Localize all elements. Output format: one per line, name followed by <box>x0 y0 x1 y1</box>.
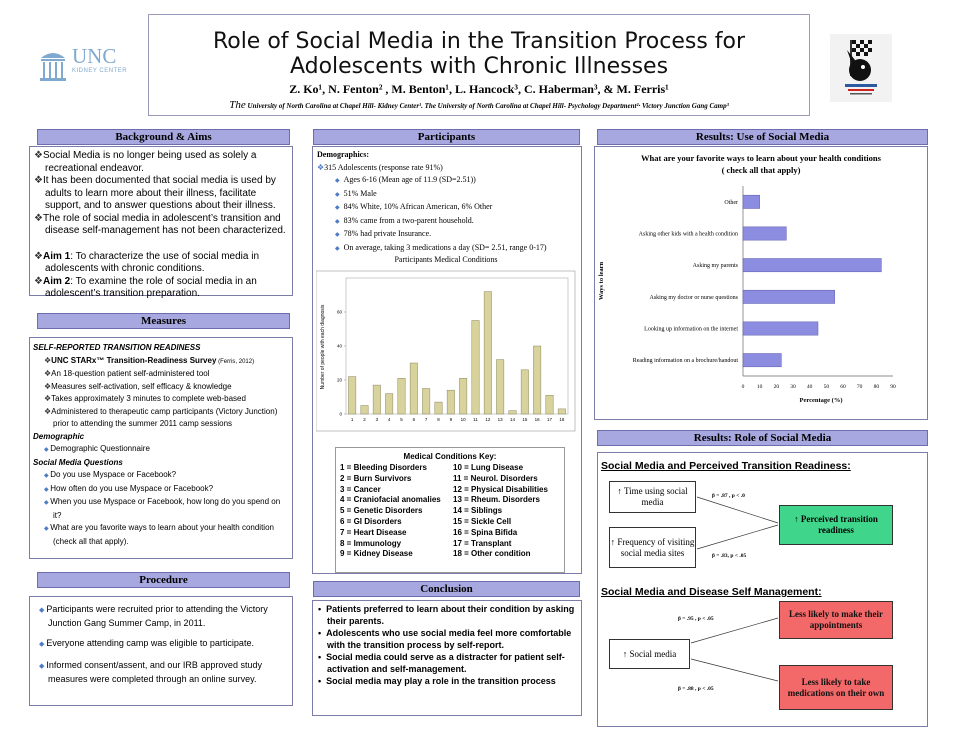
aim-1-text: : To characterize the use of social media in adolescents with chronic conditions. <box>45 250 260 274</box>
medications-box: Less likely to take medications on their own <box>779 665 893 710</box>
ways-to-learn-chart <box>594 146 928 420</box>
measures-item-text: How often do you use Myspace or Facebook? <box>50 483 214 493</box>
authors: Z. Ko¹, N. Fenton² , M. Benton¹, L. Hancock³, C. Haberman³, & M. Ferris¹ <box>289 82 669 96</box>
demographics-item-text: 83% came from a two-parent household. <box>343 215 474 225</box>
measures-item <box>33 381 289 394</box>
x-tick-label: 17 <box>546 417 553 422</box>
background-panel <box>29 146 293 299</box>
method-bar <box>743 354 781 367</box>
key-item: 3 = Cancer <box>340 484 381 494</box>
background-heading: Background & Aims <box>37 129 290 145</box>
measures-item <box>33 496 289 522</box>
condition-bar <box>361 406 368 415</box>
poster-title <box>149 29 809 79</box>
chart-title-line-2: ( check all that apply) <box>721 165 801 175</box>
key-item: 9 = Kidney Disease <box>340 549 413 559</box>
small-diamond-icon: ◆ <box>335 191 340 198</box>
demographics-item <box>317 215 577 229</box>
arrow-line <box>697 497 778 523</box>
diamond-bullet-icon: ❖ <box>44 369 52 378</box>
procedure-item-text: Informed consent/assent, and our IRB approved study measures were completed through an online survey. <box>46 660 262 684</box>
y-tick-label: 60 <box>336 309 342 315</box>
procedure-panel <box>29 596 293 706</box>
title-line-2: Adolescents with Chronic Illnesses <box>289 54 669 79</box>
method-bar <box>743 290 835 303</box>
procedure-item <box>36 637 286 651</box>
condition-bar <box>348 377 355 414</box>
measures-item <box>33 393 289 406</box>
x-tick-label: 1 <box>350 417 354 422</box>
key-item: 1 = Bleeding Disorders <box>340 463 427 472</box>
x-tick-label: 11 <box>473 417 478 422</box>
diamond-bullet-icon: ❖ <box>44 394 52 403</box>
measures-item-text: Measures self-activation, self efficacy & knowledge <box>51 381 232 391</box>
demographics-item-text: 51% Male <box>343 188 377 198</box>
conclusion-item-text: Patients preferred to learn about their condition by asking their parents. <box>326 604 575 626</box>
arrow-line <box>697 525 778 549</box>
procedure-item <box>36 659 286 685</box>
condition-bar <box>459 378 466 414</box>
demographics-main-text: 315 Adolescents (response rate 91%) <box>324 162 443 172</box>
beta-label-1: β = .87 , p < .0 <box>712 493 745 499</box>
conclusion-item: • Adolescents who use social media feel more comfortable with the transition process by self-report. <box>318 628 572 650</box>
key-item: 12 = Physical Disabilities <box>453 484 548 494</box>
x-tick-label: 90 <box>890 384 896 390</box>
small-diamond-icon: ◆ <box>44 473 51 479</box>
aim-1 <box>34 251 288 276</box>
diamond-bullet-icon: ❖ <box>34 212 43 224</box>
key-item: 2 = Burn Survivors <box>340 473 412 483</box>
conclusion-item: • Social media could serve as a distracter for patient self-activation and self-management. <box>318 652 565 674</box>
x-tick-label: 4 <box>387 417 391 422</box>
medical-conditions-key <box>335 447 565 573</box>
chart-frame <box>595 147 928 420</box>
measures-subheading-demographic: Demographic <box>33 431 85 441</box>
results-role-heading: Results: Role of Social Media <box>597 430 928 446</box>
key-item: 16 = Spina Bifida <box>453 527 518 537</box>
key-item: 10 = Lung Disease <box>453 463 524 472</box>
small-diamond-icon: ◆ <box>44 500 51 506</box>
small-diamond-icon: ◆ <box>39 663 47 670</box>
x-tick-label: 15 <box>522 417 528 422</box>
demographics-item <box>317 228 577 242</box>
measures-subheading-social: Social Media Questions <box>33 457 123 467</box>
condition-bar <box>373 385 380 414</box>
x-tick-label: 7 <box>424 417 428 422</box>
x-tick-label: 50 <box>823 384 830 390</box>
procedure-heading: Procedure <box>37 572 290 588</box>
affiliations <box>149 99 809 111</box>
category-label: Asking my doctor or nurse questions <box>649 294 738 301</box>
background-bullet <box>34 150 288 175</box>
small-diamond-icon: ◆ <box>44 486 51 493</box>
x-axis-label: Percentage (%) <box>799 397 843 404</box>
poster-header <box>148 14 810 116</box>
demographics-item-text: 84% White, 10% African American, 6% Other <box>343 202 493 211</box>
y-tick-label: 0 <box>339 411 342 417</box>
measures-item <box>33 443 289 457</box>
measures-item <box>33 368 289 381</box>
conclusion-item: • Patients preferred to learn about their condition by asking their parents. <box>318 604 575 626</box>
diamond-bullet-icon: ❖ <box>34 250 43 262</box>
measures-survey <box>33 355 289 369</box>
beta-label-2: β = .83, p < .05 <box>712 553 747 559</box>
racing-flag-icon <box>830 34 892 102</box>
y-tick-label: 20 <box>336 377 342 383</box>
x-tick-label: 30 <box>790 384 796 390</box>
diamond-bullet-icon: ❖ <box>44 406 52 416</box>
y-axis-label: Number of people with each diagnosis <box>320 304 326 390</box>
x-tick-label: 13 <box>497 417 503 422</box>
measures-item-text: Demographic Questionnaire <box>50 444 150 453</box>
measures-item-text: When you use Myspace or Facebook, how long do you spend on it? <box>50 497 281 520</box>
survey-name: UNC STARx™ Transition-Readiness Survey <box>51 355 217 365</box>
key-item: 18 = Other condition <box>453 549 531 559</box>
diamond-bullet-icon: ❖ <box>34 275 43 287</box>
condition-bar <box>422 389 429 415</box>
key-item: 5 = Genetic Disorders <box>340 506 423 516</box>
victory-junction-logo <box>830 34 892 102</box>
condition-bar <box>435 402 442 414</box>
method-bar <box>743 259 881 272</box>
y-axis-label: Ways to learn <box>598 261 605 301</box>
diamond-bullet-icon: ❖ <box>317 162 325 172</box>
survey-citation: (Ferris, 2012) <box>216 358 255 365</box>
procedure-item-text: Everyone attending camp was eligible to participate. <box>46 638 254 648</box>
demographics-item <box>317 188 577 202</box>
y-tick-label: 40 <box>336 343 342 349</box>
condition-bar <box>472 321 479 415</box>
results-use-heading: Results: Use of Social Media <box>597 129 928 145</box>
procedure-item <box>36 603 286 629</box>
diamond-bullet-icon: ❖ <box>44 355 52 365</box>
readiness-title: Social Media and Perceived Transition Readiness: <box>601 460 851 472</box>
participants-heading: Participants <box>313 129 580 145</box>
conclusion-item-text: Social media may play a role in the transition process <box>326 676 556 686</box>
affiliations-prefix: The <box>229 99 246 111</box>
key-item: 11 = Neurol. Disorders <box>453 473 538 483</box>
conclusion-item-text: Adolescents who use social media feel more comfortable with the transition process by self-report. <box>326 628 572 650</box>
method-bar <box>743 322 818 335</box>
x-tick-label: 20 <box>773 384 780 390</box>
x-tick-label: 40 <box>806 384 813 390</box>
demographics-main <box>317 162 577 175</box>
x-tick-label: 70 <box>856 384 863 390</box>
unc-logo-text: UNC <box>72 44 117 68</box>
x-tick-label: 80 <box>873 384 880 390</box>
procedure-item-text: Participants were recruited prior to attending the Victory Junction Gang Summer Camp, in 2011. <box>46 604 268 628</box>
background-bullet-text: The role of social media in adolescent’s transition and disease self-management has not been characterized. <box>42 212 286 236</box>
x-tick-label: 6 <box>412 417 416 422</box>
x-tick-label: 10 <box>756 384 763 390</box>
diamond-bullet-icon: ❖ <box>44 381 52 391</box>
small-diamond-icon: ◆ <box>44 526 51 532</box>
x-tick-label: 16 <box>534 417 540 422</box>
old-well-icon <box>38 48 68 84</box>
chart-title-line-1: What are your favorite ways to learn about your health conditions <box>641 153 881 163</box>
x-tick-label: 10 <box>460 417 466 422</box>
category-label: Reading information on a brochure/handout <box>632 358 738 365</box>
condition-bar <box>385 394 392 414</box>
demographics-item-text: On average, taking 3 medications a day (SD= 2.51, range 0-17) <box>343 242 547 252</box>
x-tick-label: 18 <box>559 417 565 422</box>
unc-logo-subtext: KIDNEY CENTER <box>72 68 128 74</box>
category-label: Asking other kids with a health condition <box>638 231 738 238</box>
small-diamond-icon: ◆ <box>39 641 47 648</box>
aim-2-text: : To examine the role of social media in an adolescent’s transition preparation. <box>45 275 257 299</box>
key-item: 17 = Transplant <box>453 538 512 548</box>
small-diamond-icon: ◆ <box>39 607 47 614</box>
small-diamond-icon: ◆ <box>44 447 51 453</box>
conclusion-item-text: Social media could serve as a distracter for patient self-activation and self-management. <box>326 652 565 674</box>
key-title: Medical Conditions Key: <box>403 452 497 461</box>
background-bullet <box>34 213 288 238</box>
spacer <box>34 238 288 251</box>
transition-readiness-box: ↑ Perceived transition readiness <box>779 505 893 545</box>
small-diamond-icon: ◆ <box>335 218 340 225</box>
condition-bar <box>398 378 405 414</box>
unc-kidney-center-logo <box>38 46 138 86</box>
x-tick-label: 60 <box>840 384 846 390</box>
small-diamond-icon: ◆ <box>335 232 340 238</box>
demographics-item <box>317 174 577 188</box>
small-diamond-icon: ◆ <box>335 205 340 211</box>
aim-2-label: Aim 2 <box>42 275 71 287</box>
category-label: Other <box>724 199 738 206</box>
x-tick-label: 5 <box>400 417 403 422</box>
condition-bar <box>558 409 565 414</box>
aim-2 <box>34 276 288 301</box>
aim-1-label: Aim 1 <box>42 250 71 262</box>
x-tick-label: 8 <box>437 417 440 422</box>
condition-bar <box>533 346 540 414</box>
measures-item-text: An 18-question patient self-administered tool <box>51 369 210 378</box>
affiliations-text: University of North Carolina at Chapel Hill- Kidney Center¹. The University of North Carolina at Chapel Hill- Psychology Department²· Victory Junction Gang Camp³ <box>247 102 729 110</box>
method-bar <box>743 195 760 208</box>
category-label: Looking up information on the internet <box>644 326 738 333</box>
measures-item-text: Takes approximately 3 minutes to complete web-based <box>51 394 246 403</box>
chart-title: Participants Medical Conditions <box>394 255 498 264</box>
key-item: 8 = Immunology <box>340 538 402 548</box>
key-item: 4 = Craniofacial anomalies <box>340 495 441 505</box>
measures-item <box>33 406 289 431</box>
background-bullet-text: It has been documented that social media is used by adults to learn more about their illness, facilitate support, and to answer questions about their illness. <box>42 175 276 211</box>
condition-bar <box>509 411 516 414</box>
x-tick-label: 9 <box>449 417 453 422</box>
arrow-line <box>691 659 778 681</box>
measures-item-text: Do you use Myspace or Facebook? <box>50 470 177 479</box>
condition-bar <box>521 370 528 414</box>
key-item: 15 = Sickle Cell <box>453 516 512 526</box>
measures-item <box>33 483 289 497</box>
demographics <box>313 147 581 257</box>
conclusion-panel <box>312 600 582 716</box>
social-media-box: ↑ Social media <box>609 639 690 669</box>
key-item: 14 = Siblings <box>453 506 503 516</box>
key-column-1 <box>340 463 441 560</box>
conclusion-item: • Social media may play a role in the transition process <box>318 676 556 686</box>
measures-subheading-readiness: SELF-REPORTED TRANSITION READINESS <box>33 343 201 352</box>
x-tick-label: 14 <box>509 417 516 422</box>
diamond-bullet-icon: ❖ <box>34 150 43 161</box>
diamond-bullet-icon: ❖ <box>34 175 43 186</box>
category-label: Asking my parents <box>692 263 738 270</box>
x-tick-label: 0 <box>741 384 745 390</box>
results-role-panel <box>597 452 928 727</box>
background-bullet <box>34 175 288 213</box>
x-tick-label: 3 <box>375 417 379 422</box>
method-bar <box>743 227 786 240</box>
self-management-title: Social Media and Disease Self Management: <box>601 586 822 598</box>
measures-item <box>33 522 289 548</box>
measures-heading: Measures <box>37 313 290 329</box>
demographics-item-text: 78% had private Insurance. <box>343 229 432 238</box>
demographics-heading: Demographics: <box>317 150 369 159</box>
condition-bar <box>484 292 491 414</box>
x-tick-label: 2 <box>363 417 366 422</box>
small-diamond-icon: ◆ <box>335 245 340 252</box>
medical-conditions-chart <box>316 252 576 432</box>
key-column-2 <box>453 463 548 560</box>
demographics-item-text: Ages 6-16 (Mean age of 11.9 (SD=2.51)) <box>343 175 476 184</box>
appointments-box: Less likely to make their appointments <box>779 601 893 639</box>
key-item: 6 = GI Disorders <box>340 516 402 526</box>
measures-item-text: Administered to therapeutic camp participants (Victory Junction) prior to attending the summer 2011 camp sessions <box>51 406 278 428</box>
frequency-social-media-box: ↑ Frequency of visiting social media sites <box>609 527 696 568</box>
measures-item-text: What are you favorite ways to learn about your health condition (check all that apply). <box>50 523 274 546</box>
key-item: 13 = Rheum. Disorders <box>453 495 540 505</box>
condition-bar <box>410 363 417 414</box>
condition-bar <box>447 390 454 414</box>
beta-label-4: β = .88 , p < .05 <box>678 686 714 692</box>
time-social-media-box: ↑ Time using social media <box>609 481 696 513</box>
title-line-1: Role of Social Media in the Transition Process for <box>212 29 746 54</box>
condition-bar <box>546 395 553 414</box>
beta-label-3: β = .95 , p < .05 <box>678 616 714 622</box>
conclusion-heading: Conclusion <box>313 581 580 597</box>
small-diamond-icon: ◆ <box>335 178 340 184</box>
measures-panel <box>29 337 293 559</box>
background-bullet-text: Social Media is no longer being used as solely a recreational endeavor. <box>42 150 257 174</box>
condition-bar <box>496 360 503 414</box>
x-tick-label: 12 <box>485 417 491 422</box>
key-item: 7 = Heart Disease <box>340 527 407 537</box>
demographics-item <box>317 201 577 215</box>
measures-item <box>33 469 289 483</box>
